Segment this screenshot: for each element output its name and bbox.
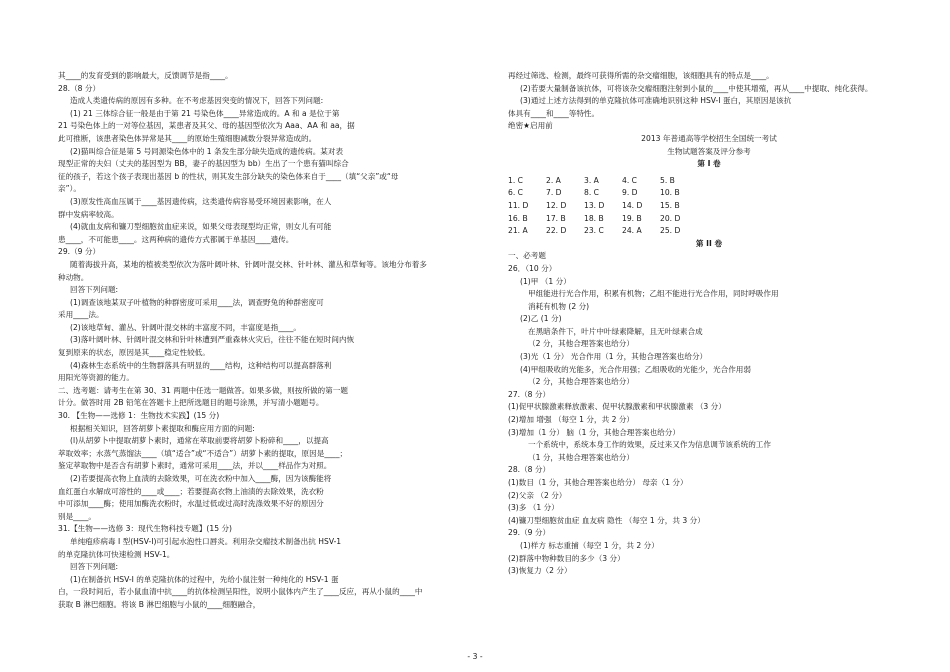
- text-line: 的单克隆抗体可快速检测 HSV-1。: [58, 549, 175, 559]
- answer-cell: 11. D: [508, 200, 529, 210]
- text-line: 26．（10 分）: [508, 263, 557, 273]
- answer-cell: 12. D: [546, 200, 567, 210]
- text-line: (2)乙 (1 分): [520, 314, 562, 324]
- text-line: (l)从胡萝卜中提取胡萝卜素时，通常在萃取前要将胡萝卜粉碎和____，以提高: [70, 436, 329, 446]
- text-line: (2)父亲 （2 分）: [508, 490, 567, 500]
- text-line: 在黑暗条件下，叶片中叶绿素降解，且无叶绿素合成: [528, 326, 703, 336]
- text-line: (4)镰刀型细胞贫血症 血友病 隐性 （每空 1 分，共 3 分）: [508, 515, 705, 525]
- text-line: 萃取效率；水蒸气蒸馏法____（填“适合”或“不适合”）胡萝卜素的提取，原因是____；: [58, 448, 348, 458]
- text-line: (3)通过上述方法得到的单克隆抗体可准确地识别这种 HSV-I 蛋白，其原因是该抗: [520, 96, 792, 106]
- text-line: 再经过筛选、检测，最终可获得所需的杂交瘤细胞，该细胞具有的特点是____。: [508, 71, 774, 80]
- section-2-heading: 第 II 卷: [695, 238, 723, 248]
- text-line: 单纯疱疹病毒 I 型(HSV-I)可引起水泡性口唇炎。利用杂交瘤技术制备出抗 HSV-1: [70, 536, 342, 546]
- text-line: (1)在制备抗 HSV-I 的单克隆抗体的过程中，先给小鼠注射一种纯化的 HSV-1 蛋: [70, 574, 339, 584]
- answer-cell: 16. B: [508, 213, 528, 223]
- text-line: (1)促甲状腺激素释放激素、促甲状腺激素和甲状腺激素 （3 分）: [508, 402, 726, 412]
- right-top-text: [508, 70, 910, 133]
- text-line: 用阳光等资源的能力。: [58, 373, 134, 383]
- text-line: 消耗有机物 (2 分): [528, 301, 590, 311]
- text-line: 回答下列问题:: [70, 285, 119, 295]
- text-line: 复到原来的状态，原因是其____稳定性较低。: [58, 348, 210, 358]
- text-line: (2)增加 增强 （每空 1 分，共 2 分）: [508, 415, 635, 425]
- section-1-heading: 第 I 卷: [697, 159, 721, 169]
- text-line: 白，一段时间后，若小鼠血清中抗____的抗体检测呈阳性，说明小鼠体内产生了____反应，再从小鼠的____中: [58, 587, 423, 597]
- text-line: 体具有____和____等特性。: [508, 108, 600, 118]
- text-line: 其____的发育受到的影响最大，反馈调节是指____。: [58, 71, 233, 80]
- answer-cell: 13. D: [584, 200, 605, 210]
- answer-cell: 10. B: [660, 188, 680, 198]
- text-line: (4)森林生态系统中的生物群落具有明显的____结构，这种结构可以提高群落利: [70, 360, 332, 370]
- text-line: 种动物。: [58, 272, 89, 282]
- text-line: (1)调查该地某双子叶植物的种群密度可采用____法，调查野兔的种群密度可: [70, 297, 324, 307]
- text-line: 鉴定萃取物中是否含有胡萝卜素时，通常可采用____法，并以____样品作为对照。: [58, 461, 332, 471]
- text-line: (3)原发性高血压属于____基因遗传病，这类遗传病容易受环境因素影响，在人: [70, 196, 332, 206]
- answer-cell: 6. C: [508, 188, 523, 198]
- text-line: 别是____。: [58, 511, 96, 521]
- text-line: 计分。做答时用 2B 铅笔在答题卡上把所选题目的题号涂黑，并写清小题题号。: [58, 398, 324, 408]
- answer-row: [508, 200, 698, 213]
- answer-row: [508, 213, 698, 226]
- right-bottom-text: [508, 250, 910, 577]
- text-line: (3)恢复力（2 分）: [508, 566, 572, 576]
- text-line: 绝密★启用前: [508, 121, 553, 131]
- text-line: (2)若要提高衣物上血渍的去除效果，可在洗衣粉中加入____酶，因为该酶能将: [70, 474, 332, 483]
- answer-cell: 24. A: [622, 226, 642, 236]
- text-line: 现型正常的夫妇（丈夫的基因型为 BB，妻子的基因型为 bb）生出了一个患有猫叫综合: [58, 159, 349, 169]
- text-line: (3)落叶阔叶林、针阔叶混交林和针叶林遭到严重森林火灾后，往往不能在短时间内恢: [70, 335, 355, 345]
- text-line: (1)样方 标志重捕（每空 1 分，共 2 分）: [520, 540, 659, 550]
- answer-cell: 2. A: [546, 175, 561, 185]
- text-line: 甲组能进行光合作用，积累有机物；乙组不能进行光合作用，同时呼吸作用: [528, 289, 779, 299]
- answer-cell: 4. C: [622, 175, 637, 185]
- text-line: 21 号染色体上的一对等位基因，某患者及其父、母的基因型依次为 Aaa、AA 和 aa，据: [58, 121, 355, 131]
- answer-cell: 3. A: [584, 175, 599, 185]
- text-line: 29.（9 分）: [508, 528, 551, 538]
- answer-title: 2013 年普通高等学校招生全国统一考试: [641, 133, 777, 143]
- text-line: (2)若要大量制备该抗体，可将该杂交瘤细胞注射到小鼠的____中使其增殖，再从____中提取、纯化获得。: [520, 83, 873, 93]
- answer-cell: 15. B: [660, 200, 680, 210]
- text-line: 回答下列问题:: [70, 562, 119, 572]
- answer-cell: 22. D: [546, 226, 567, 236]
- text-line: （2 分，其他合理答案也给分）: [528, 377, 634, 387]
- answer-cell: 8. C: [584, 188, 599, 198]
- text-line: （2 分，其他合理答案也给分）: [528, 339, 634, 349]
- answer-cell: 7. D: [546, 188, 562, 198]
- answer-cell: 19. B: [622, 213, 642, 223]
- text-line: 此可推断，该患者染色体异常是其____的原始生殖细胞减数分裂异常造成的。: [58, 133, 317, 143]
- text-line: (3)增加（1 分） 脑（1 分，其他合理答案也给分）: [508, 427, 680, 437]
- text-line: 一、必考题: [508, 251, 546, 261]
- answer-cell: 21. A: [508, 226, 528, 236]
- text-line: 根据相关知识，回答胡萝卜素提取和酶应用方面的问题:: [70, 423, 255, 433]
- answer-row: [508, 175, 698, 188]
- text-line: 随着海拔升高，某地的植被类型依次为落叶阔叶林、针阔叶混交林、针叶林、灌丛和草甸等。该地分布着多: [70, 259, 427, 269]
- text-line: (2)该地草甸、灌丛、针阔叶混交林的丰富度不同，丰富度是指____。: [70, 322, 301, 332]
- text-line: (1) 21 三体综合征一般是由于第 21 号染色体____异常造成的。A 和 a 是位于第: [70, 108, 340, 118]
- answer-cell: 20. D: [660, 213, 681, 223]
- text-line: 造成人类遗传病的原因有多种。在不考虑基因突变的情况下，回答下列问题:: [70, 96, 324, 106]
- text-line: 28.（8 分）: [508, 465, 551, 475]
- text-line: (3)多 （1 分）: [508, 503, 559, 513]
- text-line: 30. 【生物——选修 1：生物技术实践】(15 分): [58, 411, 220, 421]
- text-line: (2)群落中物种数目的多少（3 分）: [508, 553, 625, 563]
- text-line: 亲”）。: [58, 184, 81, 194]
- answer-cell: 23. C: [584, 226, 604, 236]
- left-column: [58, 70, 468, 612]
- answer-cell: 1. C: [508, 175, 523, 185]
- answer-cell: 14. D: [622, 200, 643, 210]
- text-line: (4)就血友病和镰刀型细胞贫血症来说，如果父母表现型均正常，则女儿有可能: [70, 222, 332, 232]
- text-line: 血红蛋白水解成可溶性的____或____；若要提高衣物上油渍的去除效果，洗衣粉: [58, 486, 324, 496]
- text-line: (1)数目（1 分，其他合理答案也给分） 母亲（1 分）: [508, 478, 688, 487]
- text-line: 获取 B 淋巴细胞。将该 B 淋巴细胞与小鼠的____细胞融合，: [58, 599, 261, 609]
- answer-subtitle: 生物试题答案及评分参考: [667, 146, 751, 156]
- text-line: 采用____法。: [58, 310, 104, 320]
- text-line: 患____，不可能患____。这两种病的遗传方式都属于单基因____遗传。: [58, 234, 294, 244]
- text-line: (3)光（1 分） 光合作用（1 分，其他合理答案也给分）: [520, 352, 708, 362]
- answer-cell: 5. B: [660, 175, 675, 185]
- multiple-choice-answers: [508, 175, 698, 238]
- text-line: 群中发病率较高。: [58, 209, 119, 219]
- text-line: 31.【生物——选修 3：现代生物科技专题】(15 分): [58, 524, 233, 534]
- text-line: 29.（9 分）: [58, 247, 101, 257]
- answer-cell: 25. D: [660, 226, 681, 236]
- answer-row: [508, 225, 698, 238]
- text-line: (1)甲 （1 分）: [520, 276, 571, 286]
- text-line: (4)甲组吸收的光能多，光合作用强；乙组吸收的光能少，光合作用弱: [520, 364, 751, 374]
- answer-cell: 17. B: [546, 213, 566, 223]
- text-line: 28.（8 分）: [58, 83, 101, 93]
- text-line: （1 分，其他合理答案也给分）: [528, 452, 634, 462]
- answer-row: [508, 187, 698, 200]
- text-line: 中可添加____酶；使用加酶洗衣粉时，水温过低或过高时洗涤效果不好的原因分: [58, 499, 324, 509]
- answer-cell: 9. D: [622, 188, 638, 198]
- answer-cell: 18. B: [584, 213, 604, 223]
- text-line: (2)猫叫综合征是第 5 号同源染色体中的 1 条发生部分缺失造成的遗传病。某对表: [70, 146, 344, 156]
- text-line: 二、选考题：请考生在第 30、31 两题中任选一题做答。如果多做，则按所做的第一题: [58, 385, 348, 395]
- page-number: - 3 -: [467, 652, 483, 661]
- text-line: 一个系统中，系统本身工作的效果，反过来又作为信息调节该系统的工作: [528, 440, 771, 450]
- right-column: [508, 70, 910, 578]
- text-line: 征的孩子，若这个孩子表现出基因 b 的性状，则其发生部分缺失的染色体来自于____（填“父亲”或“母: [58, 171, 399, 181]
- text-line: 27.（8 分）: [508, 389, 551, 399]
